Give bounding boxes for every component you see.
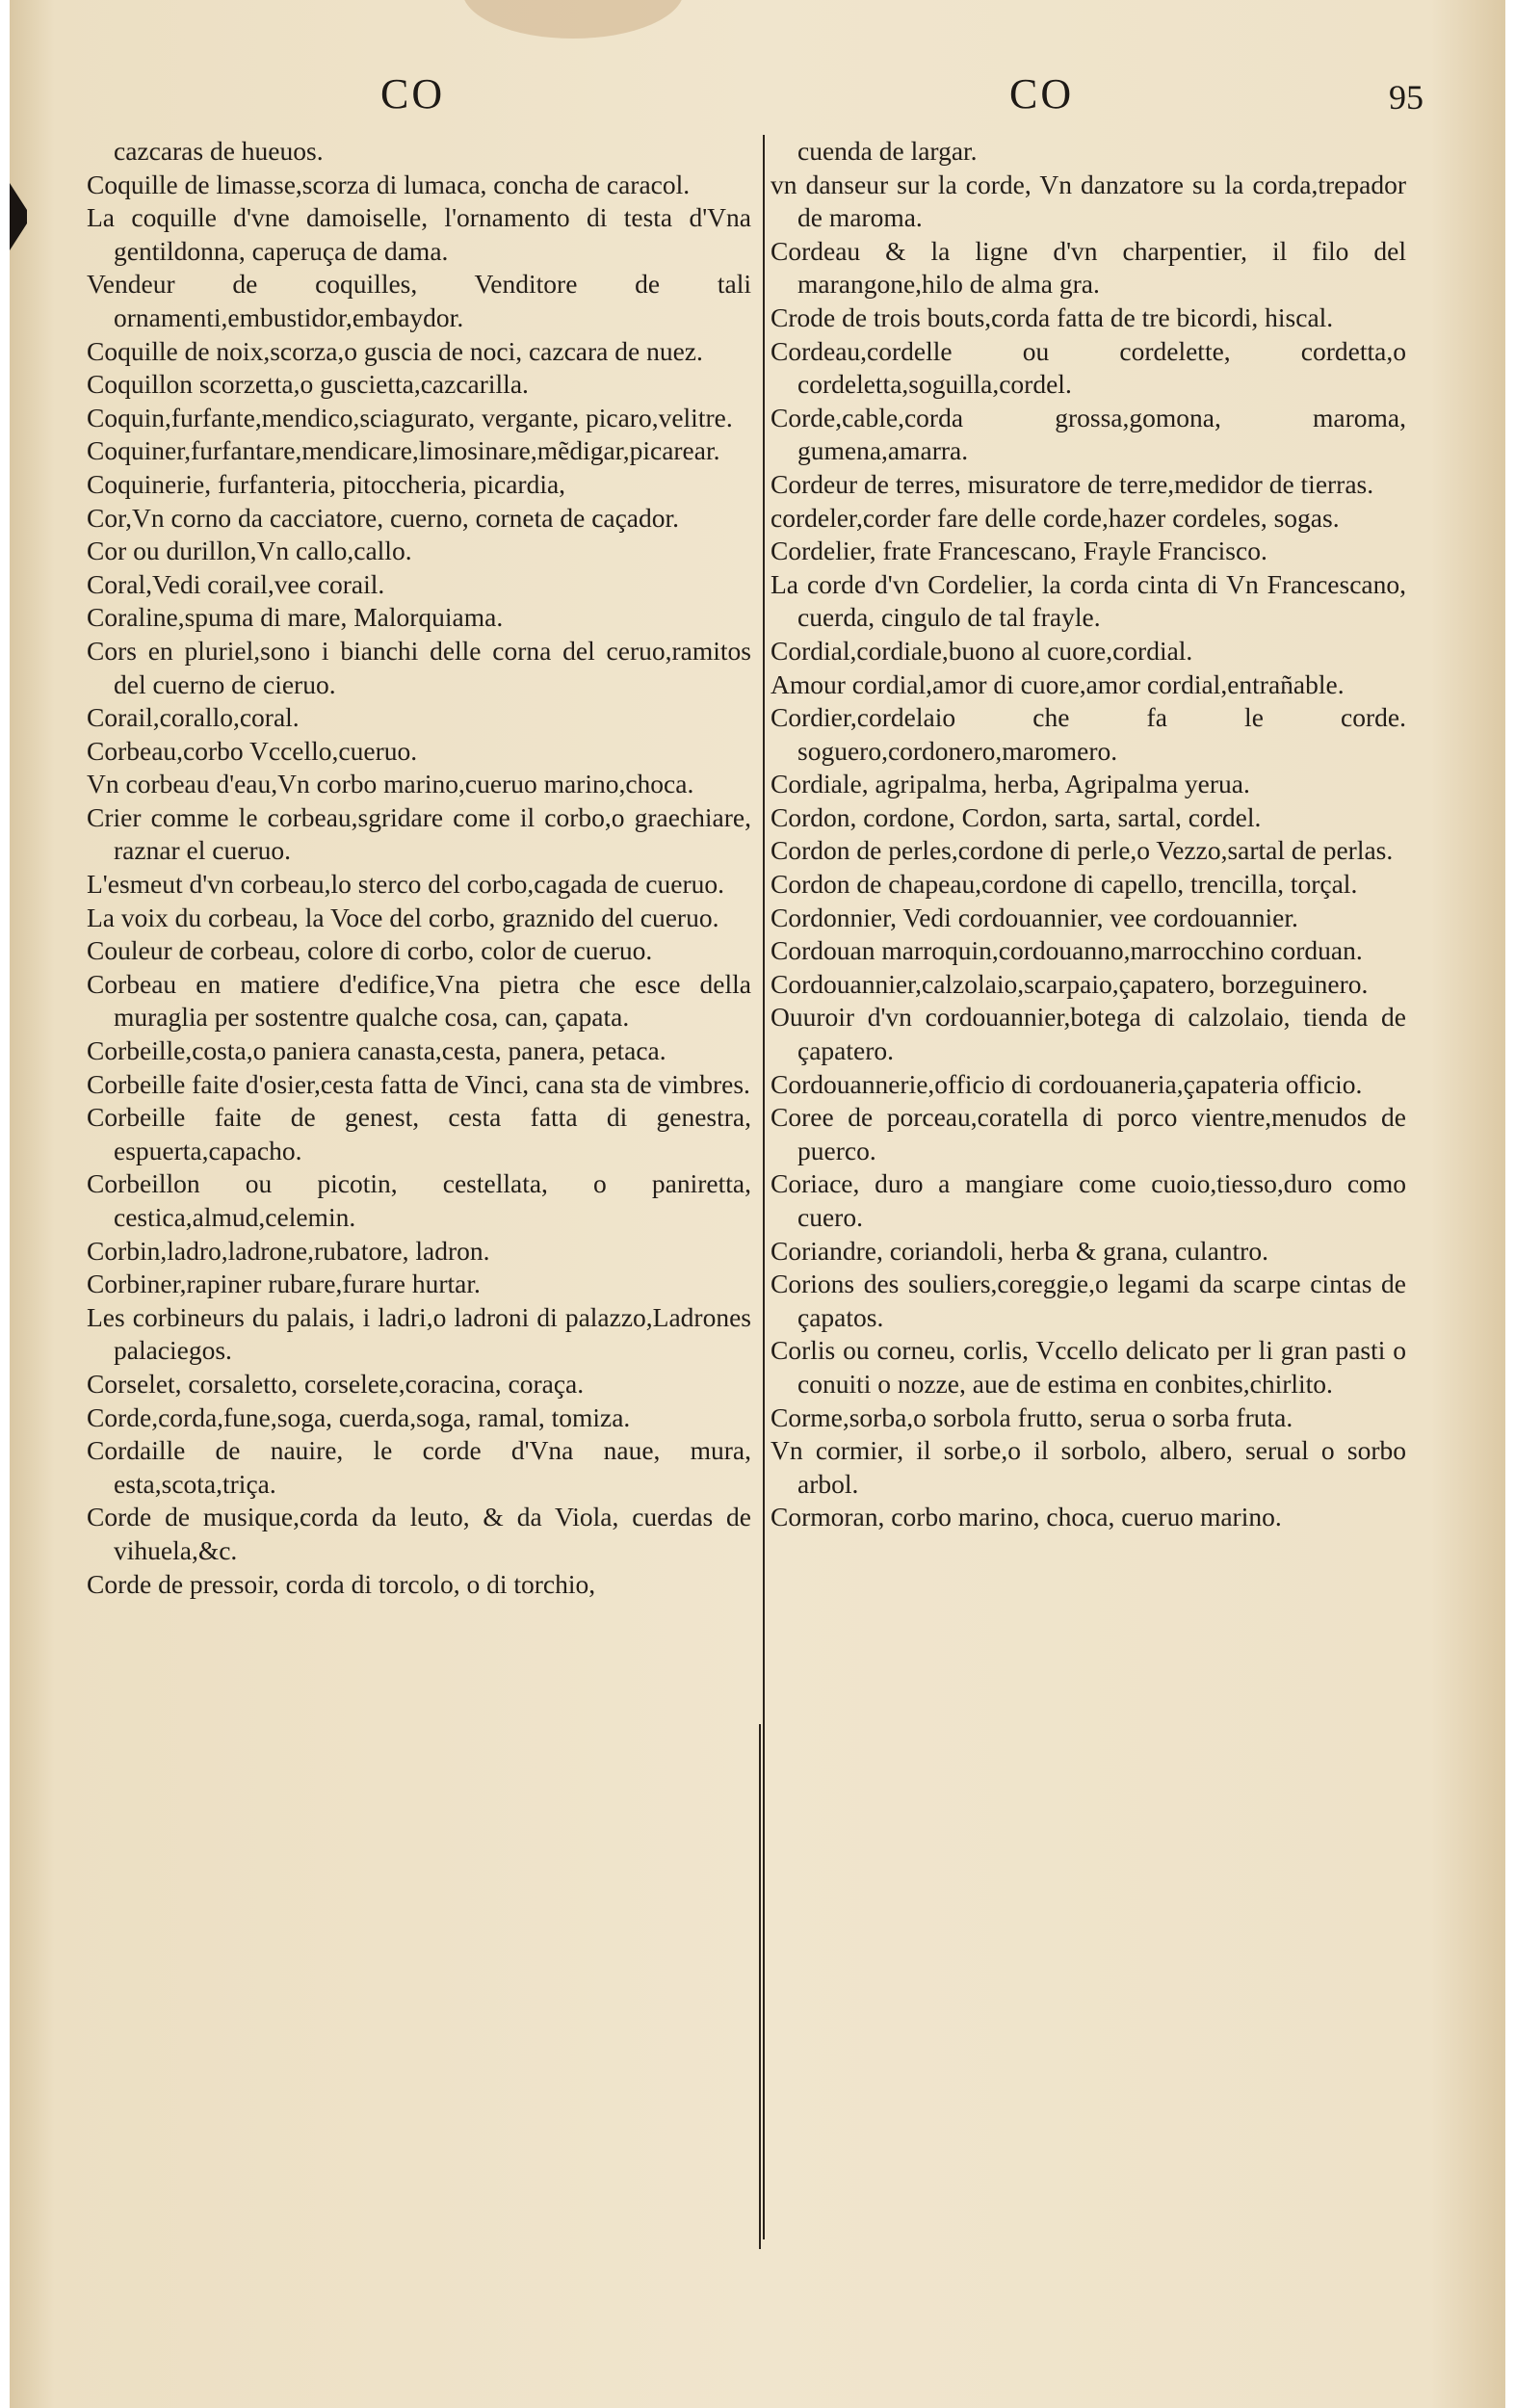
dictionary-entry: La voix du corbeau, la Voce del corbo, graznido del cueruo. bbox=[87, 902, 719, 932]
running-head-right: CO bbox=[1009, 70, 1075, 118]
paper-stain bbox=[462, 0, 684, 39]
dictionary-entry: Cordial,cordiale,buono al cuore,cordial. bbox=[771, 635, 1193, 666]
dictionary-entry: Crier comme le corbeau,sgridare come il corbo,o graechiare, raznar el cueruo. bbox=[87, 801, 751, 866]
dictionary-entry: Coree de porceau,coratella di porco vientre,menudos de puerco. bbox=[771, 1102, 1406, 1165]
dictionary-entry: Cordon de perles,cordone di perle,o Vezzo,sartal de perlas. bbox=[771, 835, 1394, 866]
dictionary-entry: Coral,Vedi corail,vee corail. bbox=[87, 568, 385, 599]
dictionary-entry: Corde,cable,corda grossa,gomona, maroma, gumena,amarra. bbox=[771, 402, 1406, 466]
dictionary-entry: Cordier,cordelaio che fa le corde. soguero,cordonero,maromero. bbox=[771, 702, 1406, 766]
page-fold-mark bbox=[10, 183, 27, 250]
page-header bbox=[10, 69, 1505, 127]
dictionary-entry: Cordeau & la ligne d'vn charpentier, il filo del marangone,hilo de alma gra. bbox=[771, 235, 1406, 300]
dictionary-entry: Corlis ou corneu, corlis, Vccello delicato per li gran pasti o conuiti o nozze, aue de estima en conbites,chirlito. bbox=[771, 1335, 1406, 1399]
dictionary-entry: Coquinerie, furfanteria, pitoccheria, picardia, bbox=[87, 468, 566, 499]
dictionary-entry: Corions des souliers,coreggie,o legami da scarpe cintas de çapatos. bbox=[771, 1269, 1406, 1332]
dictionary-entry: Coquiner,furfantare,mendicare,limosinare,mẽdigar,picarear. bbox=[87, 435, 720, 466]
dictionary-entry: La coquille d'vne damoiselle, l'ornamento di testa d'Vna gentildonna, caperuça de dama. bbox=[87, 202, 751, 266]
dictionary-entry: Corde de musique,corda da leuto, & da Viola, cuerdas de vihuela,&c. bbox=[87, 1502, 751, 1565]
dictionary-entry: Corbin,ladro,ladrone,rubatore, ladron. bbox=[87, 1235, 490, 1266]
dictionary-entry: Corbeille faite d'osier,cesta fatta de Vinci, cana sta de vimbres. bbox=[87, 1068, 750, 1099]
dictionary-entry: cazcaras de hueuos. bbox=[114, 136, 324, 166]
dictionary-entry: Cordelier, frate Francescano, Frayle Francisco. bbox=[771, 536, 1267, 566]
dictionary-entry: Corselet, corsaletto, corselete,coracina, coraça. bbox=[87, 1368, 585, 1399]
column-bracket bbox=[759, 1724, 774, 2249]
dictionary-entry: Cors en pluriel,sono i bianchi delle corna del ceruo,ramitos del cuerno de cieruo. bbox=[87, 635, 751, 699]
dictionary-entry: Vn cormier, il sorbe,o il sorbolo, albero, serual o sorbo arbol. bbox=[771, 1435, 1406, 1499]
dictionary-entry: Cordaille de nauire, le corde d'Vna naue, mura, esta,scota,triça. bbox=[87, 1435, 751, 1499]
right-column bbox=[771, 135, 1406, 1534]
dictionary-entry: Cordeau,cordelle ou cordelette, cordetta,o cordeletta,soguilla,cordel. bbox=[771, 335, 1406, 400]
dictionary-entry: cordeler,corder fare delle corde,hazer cordeles, sogas. bbox=[771, 502, 1340, 533]
dictionary-entry: Les corbineurs du palais, i ladri,o ladroni di palazzo,Ladrones palaciegos. bbox=[87, 1301, 751, 1366]
dictionary-entry: Coquille de noix,scorza,o guscia de noci, cazcara de nuez. bbox=[87, 335, 703, 366]
dictionary-entry: Corde,corda,fune,soga, cuerda,soga, ramal, tomiza. bbox=[87, 1401, 631, 1432]
dictionary-entry: Corbeau en matiere d'edifice,Vna pietra che esce della muraglia per sostentre qualche cosa, can, çapata. bbox=[87, 968, 751, 1033]
dictionary-entry: Coquillon scorzetta,o guscietta,cazcarilla. bbox=[87, 369, 529, 400]
page-number: 95 bbox=[1389, 78, 1424, 117]
dictionary-entry: cuenda de largar. bbox=[797, 136, 978, 166]
dictionary-entry: Coriandre, coriandoli, herba & grana, culantro. bbox=[771, 1235, 1268, 1266]
left-column bbox=[87, 135, 751, 1601]
dictionary-entry: Cordon de chapeau,cordone di capello, trencilla, torçal. bbox=[771, 869, 1358, 900]
running-head-left: CO bbox=[380, 70, 446, 118]
dictionary-entry: Cordouannerie,officio di cordouaneria,çapateria officio. bbox=[771, 1068, 1363, 1099]
dictionary-entry: Coraline,spuma di mare, Malorquiama. bbox=[87, 602, 504, 633]
dictionary-entry: Vn corbeau d'eau,Vn corbo marino,cueruo marino,choca. bbox=[87, 769, 694, 799]
dictionary-entry: Corail,corallo,coral. bbox=[87, 702, 300, 733]
dictionary-entry: Cor ou durillon,Vn callo,callo. bbox=[87, 536, 412, 566]
dictionary-entry: Crode de trois bouts,corda fatta de tre bicordi, hiscal. bbox=[771, 301, 1334, 332]
dictionary-entry: Cordeur de terres, misuratore de terre,medidor de tierras. bbox=[771, 468, 1374, 499]
dictionary-entry: L'esmeut d'vn corbeau,lo sterco del corbo,cagada de cueruo. bbox=[87, 869, 724, 900]
dictionary-entry: Cordon, cordone, Cordon, sarta, sartal, cordel. bbox=[771, 801, 1262, 832]
dictionary-entry: Coquille de limasse,scorza di lumaca, concha de caracol. bbox=[87, 169, 691, 199]
dictionary-entry: Cordonnier, Vedi cordouannier, vee cordouannier. bbox=[771, 902, 1298, 932]
dictionary-entry: Cordouan marroquin,cordouanno,marrocchino corduan. bbox=[771, 935, 1363, 966]
dictionary-entry: Corbeille,costa,o paniera canasta,cesta, panera, petaca. bbox=[87, 1035, 666, 1066]
dictionary-entry: Corme,sorba,o sorbola frutto, serua o sorba fruta. bbox=[771, 1401, 1293, 1432]
dictionary-entry: Corbeillon ou picotin, cestellata, o paniretta, cestica,almud,celemin. bbox=[87, 1168, 751, 1232]
dictionary-entry: Corbeille faite de genest, cesta fatta di genestra, espuerta,capacho. bbox=[87, 1102, 751, 1165]
dictionary-entry: Ouuroir d'vn cordouannier,botega di calzolaio, tienda de çapatero. bbox=[771, 1002, 1406, 1066]
dictionary-entry: Corbiner,rapiner rubare,furare hurtar. bbox=[87, 1269, 481, 1299]
dictionary-entry: vn danseur sur la corde, Vn danzatore su la corda,trepador de maroma. bbox=[771, 169, 1406, 233]
dictionary-entry: Cordiale, agripalma, herba, Agripalma yerua. bbox=[771, 769, 1250, 799]
dictionary-entry: Vendeur de coquilles, Venditore de tali ornamenti,embustidor,embaydor. bbox=[87, 269, 751, 332]
dictionary-entry: Cor,Vn corno da cacciatore, cuerno, corneta de caçador. bbox=[87, 502, 680, 533]
dictionary-entry: Cordouannier,calzolaio,scarpaio,çapatero, borzeguinero. bbox=[771, 968, 1369, 999]
dictionary-entry: Couleur de corbeau, colore di corbo, color de cueruo. bbox=[87, 935, 653, 966]
dictionary-entry: La corde d'vn Cordelier, la corda cinta di Vn Francescano, cuerda, cingulo de tal frayle. bbox=[771, 568, 1406, 633]
dictionary-entry: Cormoran, corbo marino, choca, cueruo marino. bbox=[771, 1502, 1282, 1532]
dictionary-entry: Corbeau,corbo Vccello,cueruo. bbox=[87, 735, 418, 766]
dictionary-entry: Coriace, duro a mangiare come cuoio,tiesso,duro como cuero. bbox=[771, 1168, 1406, 1232]
dictionary-entry: Corde de pressoir, corda di torcolo, o di torchio, bbox=[87, 1568, 596, 1599]
dictionary-entry: Coquin,furfante,mendico,sciagurato, vergante, picaro,velitre. bbox=[87, 402, 733, 432]
dictionary-entry: Amour cordial,amor di cuore,amor cordial,entrañable. bbox=[771, 668, 1345, 699]
book-page bbox=[10, 0, 1505, 2408]
